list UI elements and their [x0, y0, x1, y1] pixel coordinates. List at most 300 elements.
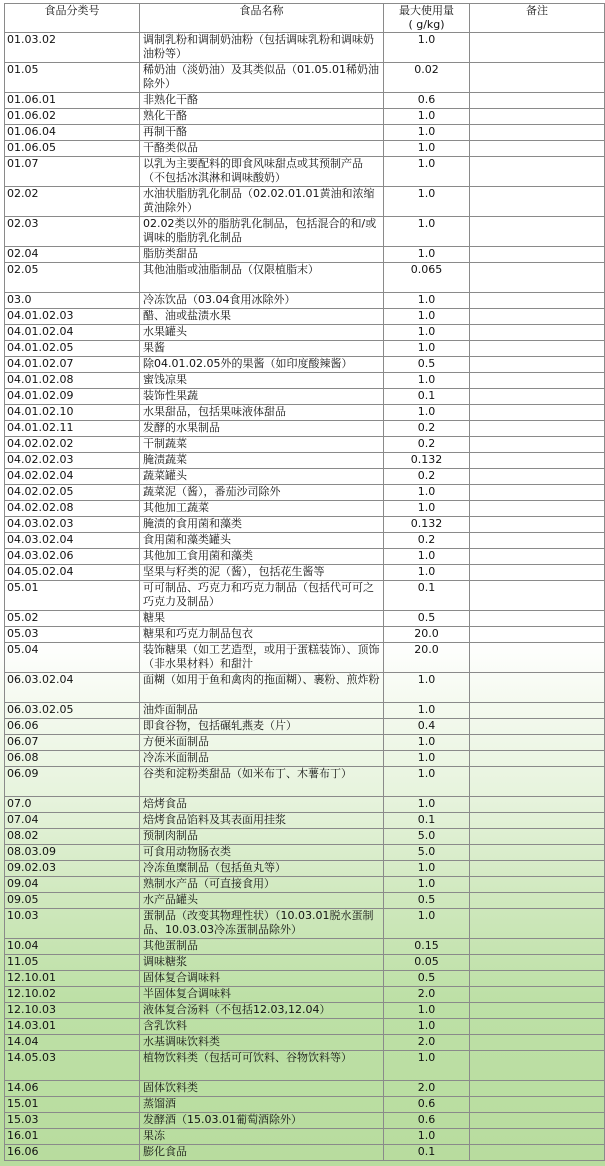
cell-max-usage: 1.0: [384, 673, 470, 703]
cell-code: 04.01.02.08: [5, 373, 140, 389]
cell-name: 可食用动物肠衣类: [140, 845, 384, 861]
table-row: [5, 373, 605, 389]
cell-code: 16.06: [5, 1145, 140, 1161]
cell-max-usage: 20.0: [384, 643, 470, 673]
cell-name: 发酵的水果制品: [140, 421, 384, 437]
cell-note: [470, 611, 605, 627]
cell-name: 调制乳粉和调制奶油粉（包括调味乳粉和调味奶油粉等）: [140, 33, 384, 63]
cell-name: 熟化干酪: [140, 109, 384, 125]
cell-name: 果冻: [140, 1129, 384, 1145]
cell-max-usage: 5.0: [384, 845, 470, 861]
cell-note: [470, 1051, 605, 1081]
cell-note: [470, 373, 605, 389]
cell-note: [470, 845, 605, 861]
cell-max-usage: 1.0: [384, 735, 470, 751]
cell-code: 12.10.02: [5, 987, 140, 1003]
cell-code: 12.10.01: [5, 971, 140, 987]
cell-max-usage: 0.6: [384, 1113, 470, 1129]
cell-code: 14.04: [5, 1035, 140, 1051]
cell-max-usage: 1.0: [384, 405, 470, 421]
cell-name: 冷冻饮品（03.04食用冰除外）: [140, 293, 384, 309]
cell-name: 蜜饯凉果: [140, 373, 384, 389]
cell-note: [470, 1145, 605, 1161]
cell-note: [470, 533, 605, 549]
cell-code: 06.03.02.05: [5, 703, 140, 719]
cell-name: 谷类和淀粉类甜品（如米布丁、木薯布丁）: [140, 767, 384, 797]
cell-note: [470, 33, 605, 63]
cell-max-usage: 1.0: [384, 767, 470, 797]
cell-name: 可可制品、巧克力和巧克力制品（包括代可可之巧克力及制品）: [140, 581, 384, 611]
cell-note: [470, 673, 605, 703]
table-row: [5, 157, 605, 187]
cell-code: 04.02.02.02: [5, 437, 140, 453]
cell-max-usage: 0.1: [384, 581, 470, 611]
cell-max-usage: 0.1: [384, 389, 470, 405]
cell-name: 含乳饮料: [140, 1019, 384, 1035]
cell-name: 其他加工蔬菜: [140, 501, 384, 517]
table-row: [5, 1097, 605, 1113]
cell-code: 14.03.01: [5, 1019, 140, 1035]
cell-name: 冷冻鱼糜制品（包括鱼丸等）: [140, 861, 384, 877]
cell-code: 09.04: [5, 877, 140, 893]
table-row: [5, 485, 605, 501]
table-row: [5, 93, 605, 109]
table-row: [5, 309, 605, 325]
cell-note: [470, 909, 605, 939]
cell-code: 10.03: [5, 909, 140, 939]
cell-name: 糖果: [140, 611, 384, 627]
cell-note: [470, 1003, 605, 1019]
cell-max-usage: 1.0: [384, 877, 470, 893]
cell-max-usage: 0.065: [384, 263, 470, 293]
cell-name: 焙烤食品: [140, 797, 384, 813]
cell-note: [470, 469, 605, 485]
cell-note: [470, 263, 605, 293]
cell-name: 干制蔬菜: [140, 437, 384, 453]
cell-note: [470, 389, 605, 405]
cell-name: 熟制水产品（可直接食用）: [140, 877, 384, 893]
cell-max-usage: 1.0: [384, 861, 470, 877]
cell-code: 01.07: [5, 157, 140, 187]
cell-code: 06.06: [5, 719, 140, 735]
table-row: [5, 909, 605, 939]
cell-note: [470, 485, 605, 501]
cell-note: [470, 109, 605, 125]
cell-code: 06.09: [5, 767, 140, 797]
cell-note: [470, 735, 605, 751]
cell-note: [470, 187, 605, 217]
cell-max-usage: 0.6: [384, 1097, 470, 1113]
cell-name: 装饰糖果（如工艺造型，或用于蛋糕装饰）、顶饰（非水果材料）和甜汁: [140, 643, 384, 673]
cell-note: [470, 421, 605, 437]
cell-name: 水果罐头: [140, 325, 384, 341]
header-max-usage-label: 最大使用量 ( g/kg): [399, 4, 454, 31]
cell-name: 水油状脂肪乳化制品（02.02.01.01黄油和浓缩黄油除外）: [140, 187, 384, 217]
cell-code: 04.05.02.04: [5, 565, 140, 581]
cell-max-usage: 1.0: [384, 549, 470, 565]
cell-note: [470, 643, 605, 673]
cell-note: [470, 877, 605, 893]
cell-note: [470, 357, 605, 373]
cell-note: [470, 565, 605, 581]
cell-max-usage: 0.02: [384, 63, 470, 93]
table-row: [5, 939, 605, 955]
table-row: [5, 1035, 605, 1051]
table-row: [5, 533, 605, 549]
cell-name: 膨化食品: [140, 1145, 384, 1161]
cell-max-usage: 1.0: [384, 1003, 470, 1019]
cell-max-usage: 20.0: [384, 627, 470, 643]
cell-max-usage: 0.6: [384, 93, 470, 109]
cell-code: 09.05: [5, 893, 140, 909]
cell-name: 水基调味饮料类: [140, 1035, 384, 1051]
cell-max-usage: 1.0: [384, 485, 470, 501]
cell-code: 04.01.02.03: [5, 309, 140, 325]
cell-note: [470, 141, 605, 157]
cell-note: [470, 293, 605, 309]
cell-note: [470, 1035, 605, 1051]
cell-max-usage: 1.0: [384, 33, 470, 63]
cell-code: 04.02.02.05: [5, 485, 140, 501]
table-row: [5, 437, 605, 453]
table-row: [5, 125, 605, 141]
cell-name: 腌渍蔬菜: [140, 453, 384, 469]
cell-name: 预制肉制品: [140, 829, 384, 845]
table-row: [5, 549, 605, 565]
table-row: [5, 247, 605, 263]
cell-name: 蔬菜罐头: [140, 469, 384, 485]
table-row: [5, 33, 605, 63]
cell-code: 01.06.04: [5, 125, 140, 141]
table-row: [5, 703, 605, 719]
cell-max-usage: 0.1: [384, 813, 470, 829]
cell-code: 15.03: [5, 1113, 140, 1129]
cell-note: [470, 125, 605, 141]
cell-code: 01.03.02: [5, 33, 140, 63]
table-row: [5, 751, 605, 767]
header-name: 食品名称: [140, 4, 384, 33]
table-row: [5, 971, 605, 987]
cell-name: 非熟化干酪: [140, 93, 384, 109]
cell-max-usage: 0.15: [384, 939, 470, 955]
cell-note: [470, 325, 605, 341]
table-row: [5, 141, 605, 157]
cell-code: 09.02.03: [5, 861, 140, 877]
cell-note: [470, 517, 605, 533]
cell-max-usage: 1.0: [384, 325, 470, 341]
cell-max-usage: 1.0: [384, 217, 470, 247]
cell-code: 01.05: [5, 63, 140, 93]
table-row: [5, 735, 605, 751]
header-max-usage: [384, 4, 470, 33]
cell-code: 01.06.01: [5, 93, 140, 109]
cell-max-usage: 1.0: [384, 1129, 470, 1145]
cell-max-usage: 1.0: [384, 909, 470, 939]
cell-code: 07.04: [5, 813, 140, 829]
cell-name: 02.02类以外的脂肪乳化制品，包括混合的和/或调味的脂肪乳化制品: [140, 217, 384, 247]
cell-name: 调味糖浆: [140, 955, 384, 971]
table-row: [5, 341, 605, 357]
cell-note: [470, 627, 605, 643]
cell-max-usage: 1.0: [384, 565, 470, 581]
cell-name: 稀奶油（淡奶油）及其类似品（01.05.01稀奶油除外）: [140, 63, 384, 93]
table-body: [5, 33, 605, 1161]
cell-code: 08.02: [5, 829, 140, 845]
cell-code: 01.06.05: [5, 141, 140, 157]
cell-name: 方便米面制品: [140, 735, 384, 751]
cell-name: 其他油脂或油脂制品（仅限植脂末）: [140, 263, 384, 293]
cell-max-usage: 0.1: [384, 1145, 470, 1161]
table-row: [5, 829, 605, 845]
cell-note: [470, 751, 605, 767]
cell-max-usage: 0.5: [384, 971, 470, 987]
cell-code: 05.02: [5, 611, 140, 627]
cell-name: 再制干酪: [140, 125, 384, 141]
header-row: [5, 4, 605, 33]
table-row: [5, 719, 605, 735]
cell-note: [470, 1081, 605, 1097]
cell-code: 04.01.02.05: [5, 341, 140, 357]
cell-name: 水产品罐头: [140, 893, 384, 909]
cell-name: 植物饮料类（包括可可饮料、谷物饮料等）: [140, 1051, 384, 1081]
cell-name: 坚果与籽类的泥（酱），包括花生酱等: [140, 565, 384, 581]
cell-max-usage: 2.0: [384, 987, 470, 1003]
cell-note: [470, 247, 605, 263]
cell-name: 装饰性果蔬: [140, 389, 384, 405]
cell-code: 14.06: [5, 1081, 140, 1097]
cell-max-usage: 0.132: [384, 517, 470, 533]
cell-name: 腌渍的食用菌和藻类: [140, 517, 384, 533]
table-row: [5, 813, 605, 829]
additive-usage-table: [4, 3, 605, 1161]
cell-max-usage: 0.2: [384, 469, 470, 485]
cell-note: [470, 1113, 605, 1129]
table-row: [5, 293, 605, 309]
cell-code: 11.05: [5, 955, 140, 971]
table-row: [5, 1113, 605, 1129]
cell-code: 05.04: [5, 643, 140, 673]
cell-max-usage: 0.2: [384, 437, 470, 453]
table-row: [5, 469, 605, 485]
cell-max-usage: 2.0: [384, 1035, 470, 1051]
cell-max-usage: 1.0: [384, 157, 470, 187]
cell-code: 04.01.02.10: [5, 405, 140, 421]
cell-max-usage: 0.5: [384, 611, 470, 627]
cell-max-usage: 1.0: [384, 109, 470, 125]
table-row: [5, 109, 605, 125]
cell-code: 04.03.02.04: [5, 533, 140, 549]
cell-name: 固体饮料类: [140, 1081, 384, 1097]
cell-name: 除04.01.02.05外的果酱（如印度酸辣酱）: [140, 357, 384, 373]
cell-code: 04.03.02.03: [5, 517, 140, 533]
cell-max-usage: 1.0: [384, 501, 470, 517]
cell-name: 蒸馏酒: [140, 1097, 384, 1113]
cell-code: 02.05: [5, 263, 140, 293]
cell-code: 07.0: [5, 797, 140, 813]
cell-code: 03.0: [5, 293, 140, 309]
cell-max-usage: 1.0: [384, 751, 470, 767]
cell-name: 脂肪类甜品: [140, 247, 384, 263]
cell-code: 04.01.02.07: [5, 357, 140, 373]
cell-note: [470, 987, 605, 1003]
table-row: [5, 1003, 605, 1019]
table-row: [5, 1145, 605, 1161]
table-row: [5, 611, 605, 627]
table-row: [5, 1051, 605, 1081]
table-row: [5, 405, 605, 421]
cell-note: [470, 939, 605, 955]
table-row: [5, 1019, 605, 1035]
cell-note: [470, 93, 605, 109]
cell-code: 16.01: [5, 1129, 140, 1145]
cell-name: 干酪类似品: [140, 141, 384, 157]
cell-max-usage: 0.132: [384, 453, 470, 469]
cell-code: 05.01: [5, 581, 140, 611]
cell-max-usage: 1.0: [384, 309, 470, 325]
table-row: [5, 421, 605, 437]
cell-note: [470, 437, 605, 453]
cell-max-usage: 2.0: [384, 1081, 470, 1097]
table-row: [5, 893, 605, 909]
cell-note: [470, 63, 605, 93]
cell-code: 04.03.02.06: [5, 549, 140, 565]
cell-note: [470, 549, 605, 565]
table-row: [5, 643, 605, 673]
cell-name: 即食谷物，包括碾轧燕麦（片）: [140, 719, 384, 735]
cell-name: 蔬菜泥（酱），番茄沙司除外: [140, 485, 384, 501]
table-row: [5, 581, 605, 611]
header-code: 食品分类号: [5, 4, 140, 33]
cell-max-usage: 1.0: [384, 125, 470, 141]
table-row: [5, 325, 605, 341]
cell-note: [470, 893, 605, 909]
cell-name: 水果甜品，包括果味液体甜品: [140, 405, 384, 421]
cell-max-usage: 5.0: [384, 829, 470, 845]
cell-code: 12.10.03: [5, 1003, 140, 1019]
cell-name: 液体复合汤料（不包括12.03,12.04）: [140, 1003, 384, 1019]
table-row: [5, 673, 605, 703]
cell-code: 04.01.02.04: [5, 325, 140, 341]
table-row: [5, 263, 605, 293]
table-row: [5, 627, 605, 643]
table-row: [5, 845, 605, 861]
cell-note: [470, 501, 605, 517]
cell-max-usage: 1.0: [384, 247, 470, 263]
table-row: [5, 1129, 605, 1145]
cell-code: 05.03: [5, 627, 140, 643]
cell-max-usage: 1.0: [384, 187, 470, 217]
cell-max-usage: 1.0: [384, 1051, 470, 1081]
cell-max-usage: 0.2: [384, 421, 470, 437]
cell-note: [470, 453, 605, 469]
cell-note: [470, 405, 605, 421]
cell-max-usage: 0.5: [384, 893, 470, 909]
cell-code: 08.03.09: [5, 845, 140, 861]
cell-max-usage: 0.05: [384, 955, 470, 971]
header-note: 备注: [470, 4, 605, 33]
cell-max-usage: 1.0: [384, 141, 470, 157]
cell-note: [470, 341, 605, 357]
cell-name: 油炸面制品: [140, 703, 384, 719]
cell-note: [470, 1097, 605, 1113]
cell-max-usage: 0.2: [384, 533, 470, 549]
cell-note: [470, 217, 605, 247]
table-row: [5, 357, 605, 373]
cell-note: [470, 581, 605, 611]
cell-max-usage: 1.0: [384, 373, 470, 389]
cell-code: 06.03.02.04: [5, 673, 140, 703]
cell-code: 04.02.02.08: [5, 501, 140, 517]
cell-note: [470, 1129, 605, 1145]
cell-code: 14.05.03: [5, 1051, 140, 1081]
table-row: [5, 389, 605, 405]
cell-note: [470, 813, 605, 829]
cell-code: 10.04: [5, 939, 140, 955]
cell-name: 其他加工食用菌和藻类: [140, 549, 384, 565]
cell-name: 食用菌和藻类罐头: [140, 533, 384, 549]
cell-note: [470, 767, 605, 797]
table-row: [5, 63, 605, 93]
cell-max-usage: 1.0: [384, 293, 470, 309]
cell-code: 04.02.02.03: [5, 453, 140, 469]
table-row: [5, 987, 605, 1003]
cell-note: [470, 861, 605, 877]
cell-max-usage: 1.0: [384, 341, 470, 357]
cell-max-usage: 0.4: [384, 719, 470, 735]
cell-max-usage: 0.5: [384, 357, 470, 373]
table-row: [5, 767, 605, 797]
cell-note: [470, 829, 605, 845]
cell-name: 以乳为主要配料的即食风味甜点或其预制产品（不包括冰淇淋和调味酸奶）: [140, 157, 384, 187]
cell-note: [470, 703, 605, 719]
table-row: [5, 861, 605, 877]
cell-name: 糖果和巧克力制品包衣: [140, 627, 384, 643]
cell-note: [470, 955, 605, 971]
table-row: [5, 517, 605, 533]
table-row: [5, 501, 605, 517]
cell-name: 发酵酒（15.03.01葡萄酒除外）: [140, 1113, 384, 1129]
table-row: [5, 877, 605, 893]
cell-note: [470, 157, 605, 187]
cell-name: 其他蛋制品: [140, 939, 384, 955]
cell-note: [470, 309, 605, 325]
cell-max-usage: 1.0: [384, 797, 470, 813]
cell-name: 面糊（如用于鱼和禽肉的拖面糊）、裹粉、煎炸粉: [140, 673, 384, 703]
table-row: [5, 187, 605, 217]
cell-name: 醋、油或盐渍水果: [140, 309, 384, 325]
cell-name: 蛋制品（改变其物理性状）（10.03.01脱水蛋制品、10.03.03冷冻蛋制品除外）: [140, 909, 384, 939]
cell-note: [470, 971, 605, 987]
cell-code: 04.01.02.11: [5, 421, 140, 437]
table-row: [5, 1081, 605, 1097]
cell-name: 焙烤食品馅料及其表面用挂浆: [140, 813, 384, 829]
cell-name: 固体复合调味料: [140, 971, 384, 987]
cell-code: 04.01.02.09: [5, 389, 140, 405]
cell-code: 02.02: [5, 187, 140, 217]
cell-max-usage: 1.0: [384, 1019, 470, 1035]
cell-code: 15.01: [5, 1097, 140, 1113]
cell-max-usage: 1.0: [384, 703, 470, 719]
cell-note: [470, 719, 605, 735]
cell-name: 果酱: [140, 341, 384, 357]
cell-code: 06.08: [5, 751, 140, 767]
cell-code: 02.03: [5, 217, 140, 247]
table-row: [5, 955, 605, 971]
cell-code: 04.02.02.04: [5, 469, 140, 485]
cell-code: 01.06.02: [5, 109, 140, 125]
table-row: [5, 797, 605, 813]
cell-code: 02.04: [5, 247, 140, 263]
